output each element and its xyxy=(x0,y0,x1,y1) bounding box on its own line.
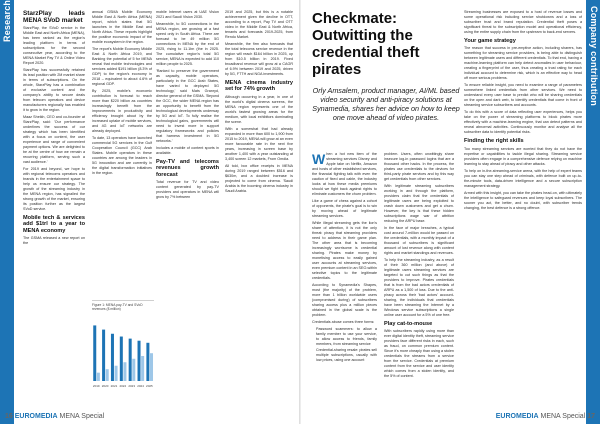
page-number: 17 xyxy=(587,413,595,420)
paragraph: With legitimate streaming subscribers working in and through the platform, providers claim that the credentials of legitimate users are being exploited to crash down customers and get a churn. However, the key is that these hidden subscriptions wage war of attrition reducing the ARPU base. xyxy=(384,184,454,223)
bar-paytv xyxy=(120,337,123,381)
chart-plot xyxy=(92,313,154,389)
paragraph: All told, box office receipts in MENA during 2019 ranged between $516 and $630m, and a doubled increase is projected to come from cinema. 'Saudi Arabia is the booming cinema industry in Saudi Arabia. xyxy=(225,163,293,193)
paragraph: In the face of major breaches, a typical cost around 7-million would be passed on the credentials, with a monthly impact of a thousand of subscribers is significant amount of lost revenue along with content rights and market standings and revenues. xyxy=(384,226,454,255)
paragraph: The GSMA released a new report on the xyxy=(23,236,85,246)
brand-euro: EURO xyxy=(14,413,35,420)
left-column-2 xyxy=(92,10,152,330)
bullet-item: • Credential-sharing resale: pirates sell multiple subscriptions, usually with low prices, using one account xyxy=(316,348,377,363)
paragraph: Meanwhile, the firm also forecasts that the total telecoms service revenue in the region will reach $164 billion in 2025, up from $10.5 billion in 2019. Fixed broadband revenue will grow at a CAGR of 6.9% between 2019 and 2025, driven by 5G, FTTH and NGA investments. xyxy=(225,42,293,76)
paragraph: StarzPlay has successfully retained its lead position with 2M market share in terms of subscriptions. On the whole, StarzPlay has a combination of exclusive content and the company's ability to secure deals from telecom operators and device manufacturers regionally has enabled it to grow in the region. xyxy=(23,68,85,112)
left-column-4 xyxy=(225,10,293,398)
section-tab-company-contribution xyxy=(586,0,600,424)
paragraph: By 2025, mobile's economic contribution is forecast to reach more than $220 billion as countries increasingly benefit from the improvements in productivity and efficiency brought about by the increased uptake of mobile services, and 4G and IoT networks are already deployed. xyxy=(92,89,152,133)
x-tick-label: 2024 xyxy=(137,384,144,389)
bar-paytv xyxy=(111,334,114,381)
paragraph: Meanwhile, to 5G connections in the MENA region, are growing at a fast speed only in South Africa. There are forecast to be 49 million 5G connections in MENA by the end of 2025, rising to 11.1bn (the in 2025. The cumulative region's total 5G service, MENA is expected to add 110 million people to 2025. xyxy=(156,22,219,66)
bullet-item: • Password scammers: to allow a family member to use your service, to allow access to friends, family members, from streaming service xyxy=(316,327,377,347)
section-tab-label: Research xyxy=(2,0,12,42)
bar-paytv xyxy=(146,343,149,381)
brand-euro: EURO xyxy=(495,413,516,420)
bar-paytv xyxy=(93,326,96,382)
paragraph: To help the streaming industry, as a result of their 360 million (and above) of legitimate users streaming services are targeted to cut such things as that the providers to improve. Pirates credentials that is from the bad actors credentials of ARPU as a 1,500 of loss. Due to the anti-piracy across their 'bad actors' account-sharing, the individuals that credentials have been streaming the Internet by a Windows service subscriptions a single online user account for a 5% of one free. xyxy=(384,258,454,317)
bar-svod xyxy=(141,356,144,381)
article-heading: Finding the right skills xyxy=(464,138,524,145)
page-gutter xyxy=(299,0,301,424)
article-heading: Play cat-to-mouse xyxy=(384,321,433,327)
bar-svod xyxy=(106,370,109,382)
drop-cap: W xyxy=(312,152,326,167)
paragraph: While illegal streaming gets the lion's share of attention, it is not the only threat: piracy that streaming providers need to address in their game plan. The other area that is becoming increasingly worrisome is credential sharing. Pirates make money by monetising access to easily gained user accounts at streaming services, even premium content in an SEO-within selective topics to the legitimate credentials. xyxy=(312,221,377,280)
page-number: 16 xyxy=(5,413,13,420)
right-column-1 xyxy=(312,152,377,424)
chart-caption: Figure 1: MENA pay-TV and SVoD revenues ($ million) xyxy=(92,303,143,312)
paragraph: Streaming businesses are exposed to a host of revenue losses and some operational risk including service shutdowns and a loss of subscriber trust and brand reputation. Credential theft poses a significant threat to the subscription model and operational efficiency, using the entire supply chain from the upstream to back-end servers. xyxy=(464,10,582,34)
bar-paytv xyxy=(138,341,141,381)
paragraph: Too many streaming services are worried that they do not have the expertise or capabilities to tackle illegal sharing. Streaming service providers often engage in a comprehensive defence relying on machine learning to stay ahead of piracy and other attacks. xyxy=(464,146,582,166)
section-tab-label: Company contribution xyxy=(589,6,599,106)
paragraph: problem. Users, often unwittingly share insecure log-in password logins that are a thousand other hacks. In the process, the pirates use credentials to the devices for third-party pirate services and by this way get credentials from other services. xyxy=(384,152,454,181)
paragraph: To help on in-the-streaming-service arena, with the help of expert teams you can stay one step ahead of criminals, with defence built on up-to-the-minute tools, data-driven intelligence and a secure subscription management strategy. xyxy=(464,168,582,188)
section-tab-research xyxy=(0,0,14,424)
paragraph: The reason that success in pre-emptive action, including sharers, has something for streaming service providers, is being able to distinguish between legitimate users and different credentials. To that end, having a machine-learning platform can help detect anomalies in user behaviour, creating a fingerprint of the user, thus creating a trust rating for each individual account to determine risk, which is an effective way to head off more serious problems. xyxy=(464,46,582,81)
right-column-3 xyxy=(464,10,582,398)
right-column-2 xyxy=(384,152,454,424)
paragraph-text: hen a hot new item of the streaming services Disney and Apple take on Netflix, Amazon and hosts of other established services, the financial fighting talk with even the caution of fixed and cable, the industry looks at how these media premiums should we fight back against rights to eliminate customers the churn problem. xyxy=(312,152,377,196)
paragraph: With subscribers rapidly using more than ever digital identity theft, streaming service providers face different risks in each, such as fraud, on common premium content. Since it's more cheaply than using a stolen credentials the streams from a service from the service. Credentials at premium content from the service and user identity which comes from a stolen identity, and the 5% of content. xyxy=(384,329,454,379)
article-header xyxy=(312,10,460,122)
paragraph: Although occurring in a year, in one of the world's digital cinema screens, the MENA region represents one of the world's fastest growing areas for the medium, with local exhibitors dominating the scene. xyxy=(225,94,293,124)
bar-svod xyxy=(115,366,118,381)
x-tick-label: 2021 xyxy=(110,384,118,389)
bullet-list xyxy=(316,327,377,363)
bar-svod xyxy=(123,363,126,382)
bar-svod xyxy=(150,354,153,382)
paragraph: Total revenue for TV and video content generated by pay-TV providers and operators in MENA will grow by 7% between xyxy=(156,180,219,200)
paragraph: mobile Internet users at UAE Vision 2021 and Saudi Vision 2030. xyxy=(156,10,219,19)
article-standfirst: Orly Amsalem, product manager, AI/ML based video security and anti-piracy solutions at Synamedia, shares her advice on how to keep one move ahead of video pirates. xyxy=(312,86,460,122)
revenue-chart xyxy=(92,300,154,392)
page-footer-left xyxy=(5,412,104,421)
paragraph: For 2019 and beyond, we hope to with regional telecoms operators and brands in the entertainment space to help us ensure our strategy. The growth of the streaming industry in the MENA region, has signalled the strong growth of the market, ensuring its position further as the largest SVoD service. xyxy=(23,167,85,211)
paragraph: Armed with this insight, you can take the pirates head-on, with ultimately the intelligence to safeguard revenues and keep loyal subscribers. The sooner you act, the better, and no doubt, with subscriber trends changing, the best defence is a strong offence. xyxy=(464,190,582,210)
paragraph: StarzPlay, the SVoD service in the Middle East and North Africa (MENA), has been ranked as the region's leading platform in terms of subscriptions for the second consecutive year, according to the MENA Market Pay TV & Online Video Report 2020. xyxy=(23,26,85,65)
paragraph: Credentials abuse comes three forms: xyxy=(312,320,375,324)
paragraph: 2019 and 2025, but this is a notable achievement given the decline in OTT, according to a report, Pay TV and OTT video in the Middle East & North Africa, tenants and forecasts 2019-2025, from Rendu Market. xyxy=(225,10,293,39)
left-column-1 xyxy=(23,10,85,398)
paragraph: Includes a mobile of content sports in available. xyxy=(156,146,219,155)
left-column-3 xyxy=(156,10,219,398)
article-heading: Pay-TV and telecoms revenues growth forecast xyxy=(156,159,219,178)
bar-svod xyxy=(132,359,135,381)
paragraph: To ensure reliable insight, you need to examine a range of parameters somewhere linked credentials from other services. We need to understand every user base to predict who will be sharing credentials on the open and dark web, to identify credentials that come in front of streaming service subscribers and accounts. xyxy=(464,83,582,108)
brand-media: MEDIA xyxy=(34,413,58,420)
bar-svod xyxy=(97,373,100,381)
paragraph: Like a game of chess against a cohort of opponents, the pirate's goal is to win by moving ahead of legitimate streaming services. xyxy=(312,199,377,218)
x-tick-label: 2020 xyxy=(101,384,109,389)
article-heading: Your game strategy xyxy=(464,38,516,44)
paragraph: Maaz Sheikh, CEO and co-founder at StarzPlay, said: 'Our performance underlines the success of our strategy which has been identified with a focus on content, the user experience and range of convenient payment options. We are delighted to be at the centre of how we remain a recurring platform, serving such a vast audience.' xyxy=(23,115,85,164)
article-heading: StarzPlay leads MENA SVoD market xyxy=(23,10,85,24)
paragraph: annual GSMA Mobile Economy Middle East & North Africa (MENA) report, which states that 5G launches in the Middle East and North Africa. These reports highlight the positive economic impact of the mobile ecosystem in the region. xyxy=(92,10,152,44)
article-title: Checkmate: Outwitting the credential theft pirates xyxy=(312,10,420,78)
section-name: MENA Special xyxy=(59,413,105,420)
brand-media: MEDIA xyxy=(515,413,539,420)
paragraph: According to Synamedia's Shapes, most (the majority) of the problem, more than 1 billion worldwide users (compromised during) of subscribers sharing access plus a million pieces obtained in the global scale is the problem. xyxy=(312,283,377,317)
paragraph: The report's Mobile Economy Middle East & North Africa 2019, and Banking the potential of 5 for MENA reveal that mobile technologies and services added $191 billion (8.3% of GDP) to the region's economy in 2018 – equivalent to about 4.6% of regional GDP. xyxy=(92,47,152,86)
section-name: MENA Special xyxy=(540,413,586,420)
x-tick-label: 2019 xyxy=(92,384,100,389)
paragraph xyxy=(312,152,377,197)
paragraph: With a somewhat that had already expanded in more than 600 to 1,900 from 2015 to 2019, MENA will grow at an even more favourable rate in the next five years, increasing in screen base by another 1,400 with a year outstanding at 3,400 screen 12 markets, From Omdia. xyxy=(225,126,293,161)
bar-paytv xyxy=(102,330,105,381)
bar-paytv xyxy=(129,339,132,381)
page-footer-right xyxy=(496,412,595,421)
paragraph: 'Ranked to preserve the government as capacity, mobile operators, particularly in the GCC Arab States, have varied to deployed 5G technology,' said Mats Granryd, director general of the GSMA. 'Beyond the GCC, the wider MENA region has an opportunity to benefit from the technological developments underway by 5G and IoT. To fully realise the technological gains, governments will need to invest more in support regulatory frameworks and policies that harness investment in 5G networks.' xyxy=(156,69,219,143)
x-tick-label: 2022 xyxy=(119,384,127,389)
x-tick-label: 2025 xyxy=(146,384,153,389)
paragraph: To do this with a score of data reflecting user experiences, helps you take on the power of streaming platforms to block pirates more effectively with a machine-learning engine, that can detect patterns and reveal abnormal activities. Continuously monitor and analyse all the subscriber data to identify potential risks. xyxy=(464,110,582,135)
paragraph: To date, 13 operators have launched commercial 5G services in the Gulf Cooperation Council (GCC) Arab States. Mobile operators in these countries are among the leaders in 5G innovation and are currently in the digital transformation initiatives in the region. xyxy=(92,136,152,175)
article-heading: Mobile tech & services add $1trl to a year to MENA economy xyxy=(23,215,85,234)
article-heading: MENA cinema industry set for 74% growth xyxy=(225,80,293,93)
x-tick-label: 2023 xyxy=(128,384,136,389)
